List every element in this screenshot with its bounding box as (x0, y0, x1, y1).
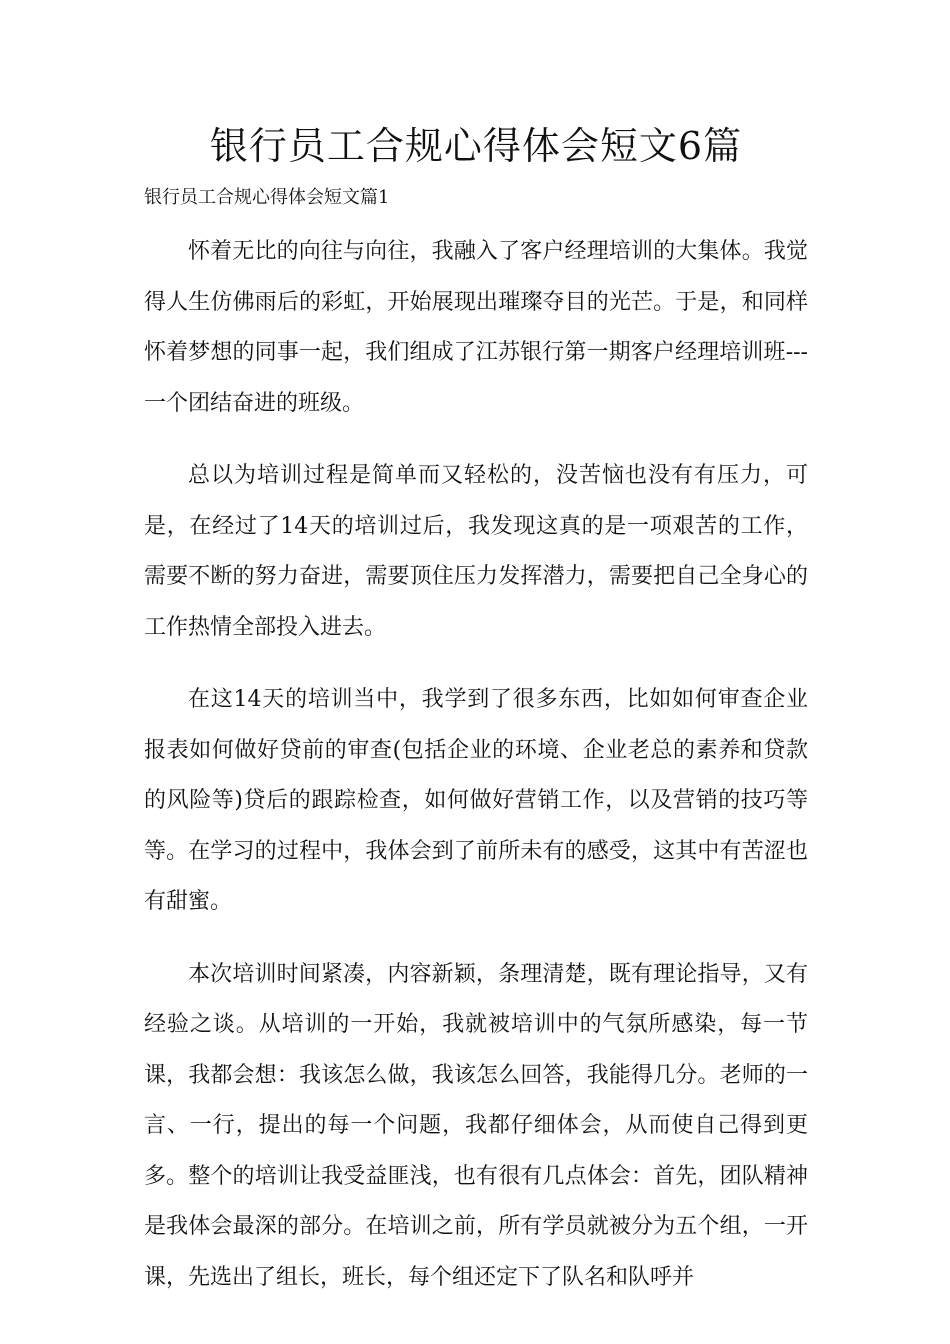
paragraph-1: 怀着无比的向往与向往，我融入了客户经理培训的大集体。我觉得人生仿佛雨后的彩虹，开始展现出璀璨夺目的光芒。于是，和同样怀着梦想的同事一起，我们组成了江苏银行第一期客户经理培训班---一个团结奋进的班级。 (144, 239, 808, 416)
document-title: 银行员工合规心得体会短文6篇 (209, 124, 743, 168)
section-heading: 银行员工合规心得体会短文篇1 (144, 187, 390, 208)
paragraph-3: 在这14天的培训当中，我学到了很多东西，比如如何审查企业报表如何做好贷前的审查(包括企业的环境、企业老总的素养和贷款的风险等)贷后的跟踪检查，如何做好营销工作，以及营销的技巧等等。在学习的过程中，我体会到了前所未有的感受，这其中有苦涩也有甜蜜。 (144, 687, 808, 914)
paragraph-4: 本次培训时间紧凑，内容新颖，条理清楚，既有理论指导，又有经验之谈。从培训的一开始，我就被培训中的气氛所感染，每一节课，我都会想：我该怎么做，我该怎么回答，我能得几分。老师的一言、一行，提出的每一个问题，我都仔细体会，从而使自己得到更多。整个的培训让我受益匪浅，也有很有几点体会：首先，团队精神是我体会最深的部分。在培训之前，所有学员就被分为五个组，一开课，先选出了组长，班长，每个组还定下了队名和队呼并 (144, 961, 808, 1290)
paragraph-2: 总以为培训过程是简单而又轻松的，没苦恼也没有有压力，可是，在经过了14天的培训过后，我发现这真的是一项艰苦的工作，需要不断的努力奋进，需要顶住压力发挥潜力，需要把自己全身心的工作热情全部投入进去。 (144, 463, 808, 640)
